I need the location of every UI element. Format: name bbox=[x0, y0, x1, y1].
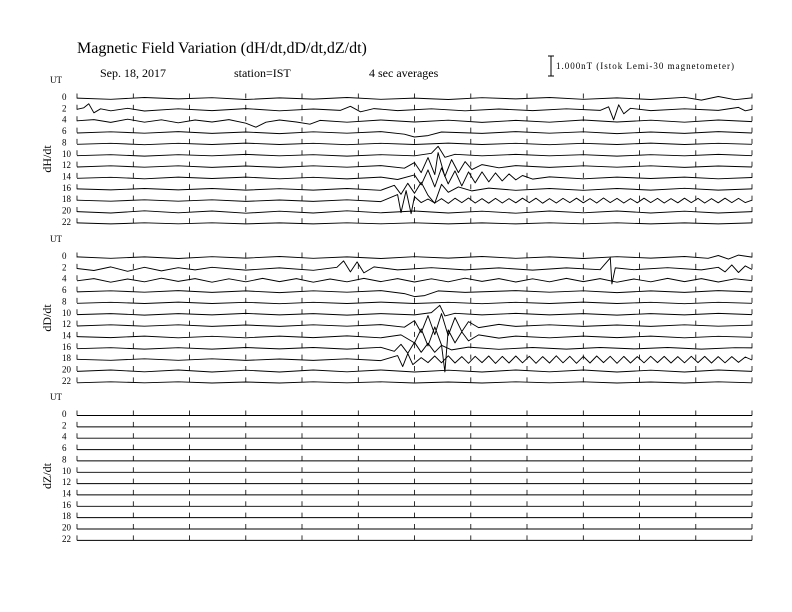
ut-label-dd-panel: UT bbox=[50, 234, 62, 244]
row-label-dh-16: 16 bbox=[62, 182, 71, 193]
row-label-dh-14: 14 bbox=[62, 171, 71, 182]
row-label-dz-14: 14 bbox=[62, 488, 71, 499]
row-label-dz-16: 16 bbox=[62, 499, 71, 510]
row-label-dd-18: 18 bbox=[62, 353, 71, 364]
row-label-dd-8: 8 bbox=[62, 296, 67, 307]
row-label-dd-22: 22 bbox=[62, 375, 71, 386]
panel-dd bbox=[62, 251, 752, 386]
row-label-dd-20: 20 bbox=[62, 364, 71, 375]
row-label-dd-16: 16 bbox=[62, 341, 71, 352]
row-label-dd-6: 6 bbox=[62, 285, 67, 296]
row-label-dh-4: 4 bbox=[62, 114, 67, 125]
ut-label-dz-panel: UT bbox=[50, 392, 62, 402]
trace-dh-ut-22 bbox=[77, 223, 752, 224]
panel-dh bbox=[62, 92, 752, 227]
row-label-dh-6: 6 bbox=[62, 126, 67, 137]
row-label-dd-10: 10 bbox=[62, 307, 71, 318]
row-label-dz-10: 10 bbox=[62, 465, 71, 476]
station-label: station=IST bbox=[234, 66, 291, 80]
panel-dz bbox=[62, 409, 752, 544]
row-label-dd-4: 4 bbox=[62, 273, 67, 284]
row-label-dh-18: 18 bbox=[62, 194, 71, 205]
row-label-dd-14: 14 bbox=[62, 330, 71, 341]
row-label-dh-10: 10 bbox=[62, 148, 71, 159]
averaging-label: 4 sec averages bbox=[369, 66, 439, 80]
row-label-dz-0: 0 bbox=[62, 409, 67, 419]
row-label-dh-8: 8 bbox=[62, 137, 67, 148]
row-label-dz-18: 18 bbox=[62, 511, 71, 522]
row-label-dz-8: 8 bbox=[62, 454, 67, 465]
y-axis-label-dh: dH/dt bbox=[40, 145, 54, 173]
date-label: Sep. 18, 2017 bbox=[100, 66, 166, 80]
scale-bar-label: 1.000nT (Istok Lemi-30 magnetometer) bbox=[556, 61, 734, 71]
y-axis-label-dz: dZ/dt bbox=[40, 463, 54, 489]
row-label-dd-12: 12 bbox=[62, 319, 71, 330]
row-label-dh-12: 12 bbox=[62, 160, 71, 171]
y-axis-label-dd: dD/dt bbox=[40, 304, 54, 332]
row-label-dz-12: 12 bbox=[62, 477, 71, 488]
row-label-dh-0: 0 bbox=[62, 92, 67, 102]
row-label-dz-2: 2 bbox=[62, 420, 67, 431]
chart-title: Magnetic Field Variation (dH/dt,dD/dt,dZ/dt) bbox=[77, 40, 367, 57]
row-label-dz-6: 6 bbox=[62, 443, 67, 454]
row-label-dh-22: 22 bbox=[62, 216, 71, 227]
row-label-dz-22: 22 bbox=[62, 533, 71, 544]
row-label-dd-2: 2 bbox=[62, 262, 67, 273]
trace-panels bbox=[62, 92, 752, 544]
row-label-dz-20: 20 bbox=[62, 522, 71, 533]
scale-bar bbox=[548, 56, 734, 76]
row-label-dd-0: 0 bbox=[62, 251, 67, 261]
row-label-dh-2: 2 bbox=[62, 103, 67, 114]
row-label-dh-20: 20 bbox=[62, 205, 71, 216]
row-label-dz-4: 4 bbox=[62, 431, 67, 442]
ut-label-dh-panel: UT bbox=[50, 75, 62, 85]
